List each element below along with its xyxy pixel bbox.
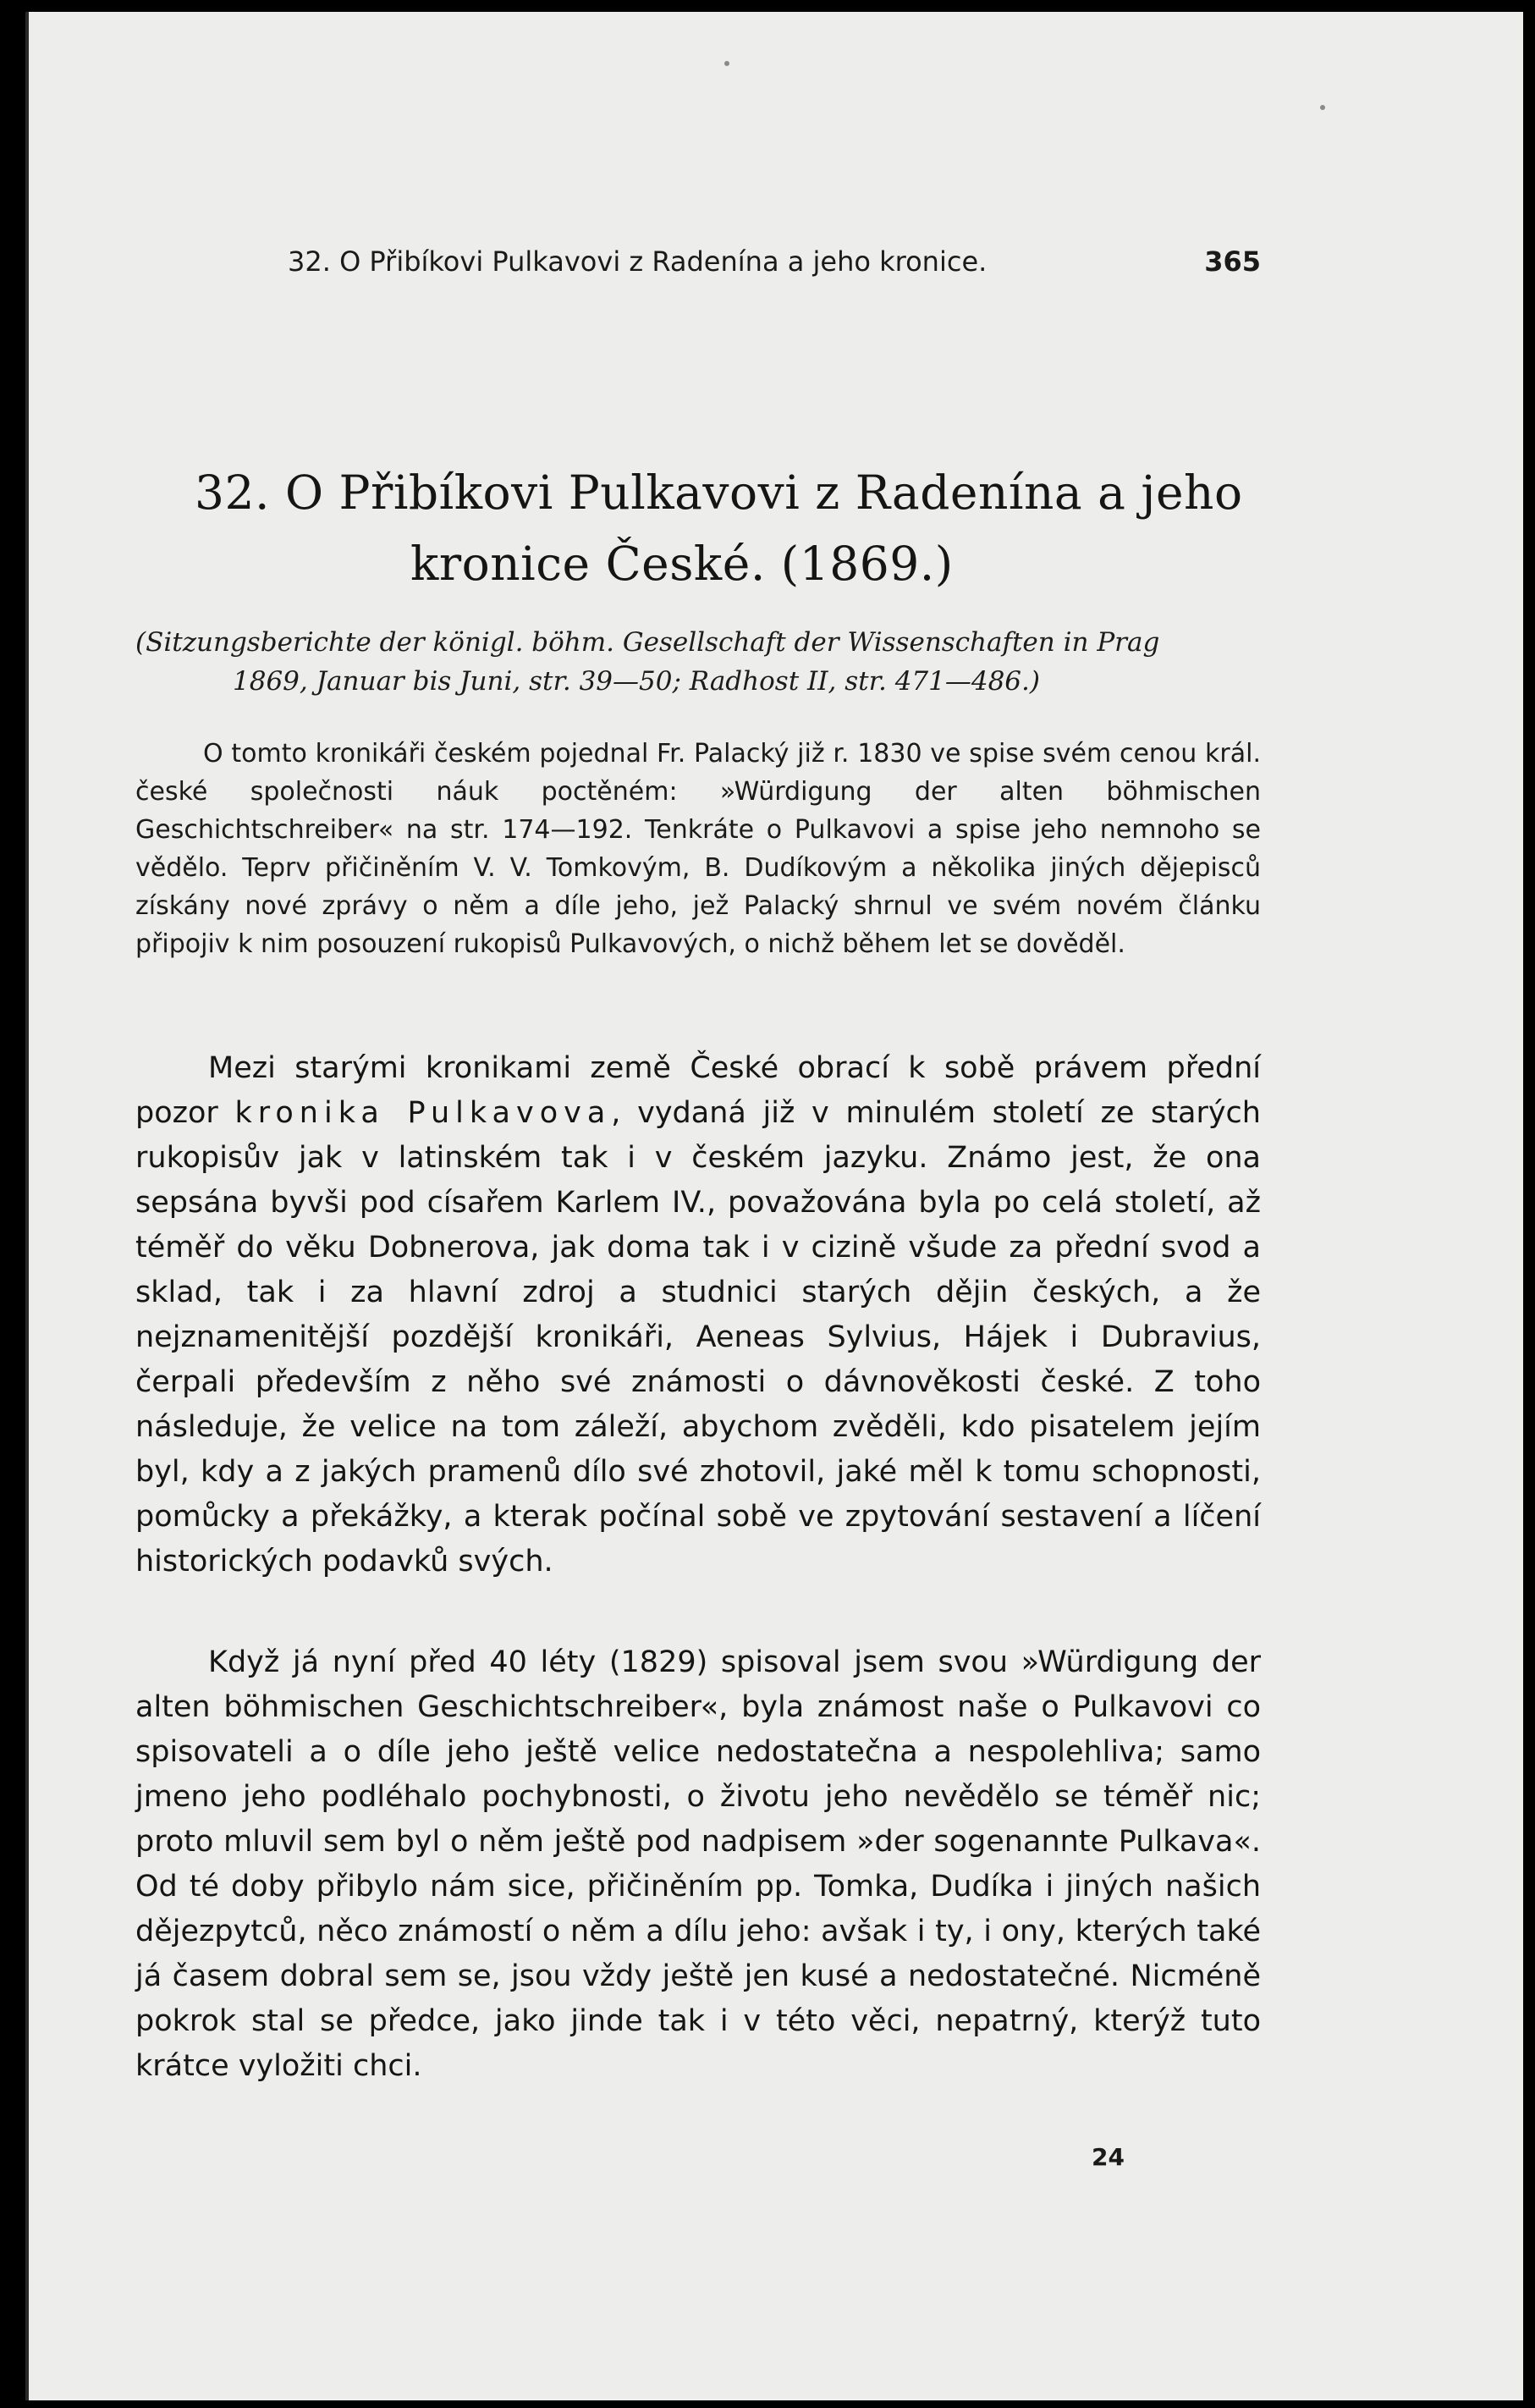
signature-mark: 24 [1092, 2143, 1125, 2171]
paper-speck [1320, 105, 1325, 110]
body-paragraph-1 [135, 1046, 1261, 1584]
paper-speck [724, 61, 729, 66]
chapter-title-line1: 32. O Přibíkovi Pulkavovi z Radenína a jeho [195, 466, 1243, 520]
page-edge-shadow [25, 12, 29, 2400]
intro-paragraph: O tomto kronikáři českém pojednal Fr. Palacký již r. 1830 ve spise svém cenou král. české společnosti náuk poctěném: »Würdigung der alten böhmischen Geschichtschreiber« na str. 174—192. Tenkráte o Pulkavovi a spise jeho nemnoho se vědělo. Teprv přičiněním V. V. Tomkovým, B. Dudíkovým a několika jiných dějepisců získány nové zprávy o něm a díle jeho, jež Palacký shrnul ve svém novém článku připojiv k nim posouzení rukopisů Pulkavových, o nichž během let se dověděl. [135, 739, 1261, 959]
paragraph-1-text-end: , vydaná již v minulém století ze starých rukopisův jak v latinském tak i v českém jazyku. Známo jest, že ona sepsána byvši pod císařem Karlem IV., považována byla po celá století, až téměř do věku Dobnerova, jak doma tak i v cizině všude za přední svod a sklad, tak i za hlavní zdroj a studnici starých dějin českých, a že nejznamenitější pozdější kronikáři, Aeneas Sylvius, Hájek i Dubravius, čerpali především z něho své známosti o dávnověkosti české. Z toho následuje, že velice na tom záleží, abychom zvěděli, kdo pisatelem jejím byl, kdy a z jakých pramenů dílo své zhotovil, jaké měl k tomu schopnosti, pomůcky a překážky, a kterak počínal sobě ve zpytování sestavení a líčení historických podavků svých. [135, 1096, 1261, 1579]
chapter-title [195, 457, 1261, 599]
emphasized-title: kronika Pulkavova [234, 1096, 612, 1130]
source-note-line1: (Sitzungsberichte der königl. böhm. Gesellschaft der Wissenschaften in Prag [135, 627, 1160, 658]
chapter-title-line2: kronice České. (1869.) [410, 537, 954, 591]
running-head-title: 32. O Přibíkovi Pulkavovi z Radenína a jeho kronice. [288, 245, 988, 278]
running-head [288, 245, 1261, 288]
source-note [135, 623, 1261, 701]
body-paragraph-2: Když já nyní před 40 léty (1829) spisoval jsem svou »Würdigung der alten böhmischen Geschichtschreiber«, byla známost naše o Pulkavovi co spisovateli a o díle jeho ještě velice nedostatečna a nespolehliva; samo jmeno jeho podléhalo pochybnosti, o životu jeho nevědělo se téměř nic; proto mluvil sem byl o něm ještě pod nadpisem »der sogenannte Pulkava«. Od té doby přibylo nám sice, přičiněním pp. Tomka, Dudíka i jiných našich dějezpytců, něco známostí o něm a dílu jeho: avšak i ty, i ony, kterých také já časem dobral sem se, jsou vždy ještě jen kusé a nedostatečné. Nicméně pokrok stal se předce, jako jinde tak i v této věci, nepatrný, kterýž tuto krátce vyložiti chci. [135, 1645, 1261, 2083]
page-number: 365 [1204, 245, 1261, 278]
paragraph-1-text-start: Mezi starými kronikami země České obrací k sobě právem přední pozor [135, 1051, 1261, 1130]
source-note-line2: 1869, Januar bis Juni, str. 39—50; Radhost II, str. 471—486.) [233, 666, 1040, 697]
